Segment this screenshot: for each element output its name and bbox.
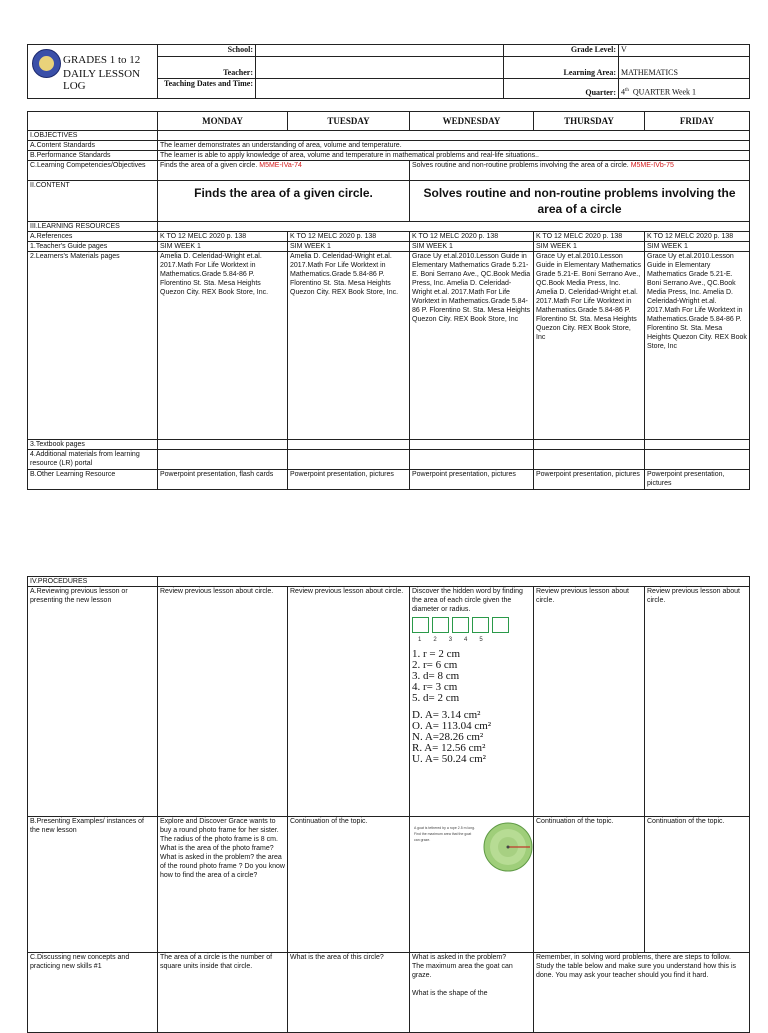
content-standards-text: The learner demonstrates an understanding of area, volume and temperature.: [158, 141, 750, 151]
reviewing-label: A.Reviewing previous lesson or presenting the new lesson: [28, 587, 158, 817]
area-value: MATHEMATICS: [619, 57, 750, 79]
objectives-table: [27, 111, 750, 490]
discuss-mon: The area of a circle is the number of square units inside that circle.: [158, 953, 288, 1033]
lm-fri: Grace Uy et.al.2010.Lesson Guide in Elementary Mathematics Grade 5.21-E. Boni Serrano Ave., QC.Book Media Press, Inc. Amelia D. Celeridad-Wright et.al. 2017.Math For Life Worktext in Mathematics.Grade 5.84-86 P. Florentino St. Sta. Mesa Heights Quezon City. REX Book Store, Inc: [645, 252, 750, 440]
grade-label: Grade Level:: [504, 45, 619, 57]
school-value: [256, 45, 504, 57]
other-tue: Powerpoint presentation, pictures: [288, 470, 410, 490]
present-fri: Continuation of the topic.: [645, 817, 750, 953]
objectives-heading: I.OBJECTIVES: [28, 131, 158, 141]
tg-tue: SIM WEEK 1: [288, 242, 410, 252]
discussing-label: C.Discussing new concepts and practicing new skills #1: [28, 953, 158, 1033]
content-left-title: Finds the area of a given circle.: [158, 181, 410, 222]
other-resource-label: B.Other Learning Resource: [28, 470, 158, 490]
teacher-label: Teacher:: [158, 57, 256, 79]
other-thu: Powerpoint presentation, pictures: [534, 470, 645, 490]
answer-box[interactable]: [452, 617, 469, 633]
discuss-thu-fri: Remember, in solving word problems, there are steps to follow. Study the table below and make sure you understand how this is done. You may ask your teacher should you find it hard.: [534, 953, 750, 1033]
competencies-label: C.Learning Competencies/Objectives: [28, 161, 158, 181]
review-fri: Review previous lesson about circle.: [645, 587, 750, 817]
review-thu: Review previous lesson about circle.: [534, 587, 645, 817]
learners-materials-label: 2.Learners's Materials pages: [28, 252, 158, 440]
content-right-title: Solves routine and non-routine problems involving the area of a circle: [410, 181, 750, 222]
goat-problem-text: A goat is tethered by a rope 2.5 m long. Find the maximum area that the goat can graze.: [414, 826, 476, 842]
quarter-value: 4th QUARTER Week 1: [619, 79, 750, 99]
lm-tue: Amelia D. Celeridad-Wright et.al. 2017.Math For Life Worktext in Mathematics.Grade 5.84-86 P. Florentino St. Sta. Mesa Heights Quezon City. REX Book Store, Inc.: [288, 252, 410, 440]
logo-cell: [28, 45, 158, 99]
lm-wed: Grace Uy et.al.2010.Lesson Guide in Elementary Mathematics Grade 5.21-E. Boni Serrano Ave., QC.Book Media Press, Inc. Amelia D. Celeridad-Wright et.al. 2017.Math For Life Worktext in Mathematics.Grade 5.84-86 P. Florentino St. Sta. Mesa Heights Quezon City. REX Book Store, Inc: [410, 252, 534, 440]
other-wed: Powerpoint presentation, pictures: [410, 470, 534, 490]
day-wednesday: WEDNESDAY: [410, 112, 534, 131]
content-standards-label: A.Content Standards: [28, 141, 158, 151]
day-monday: MONDAY: [158, 112, 288, 131]
additional-materials-label: 4.Additional materials from learning resource (LR) portal: [28, 450, 158, 470]
deped-seal-icon: [32, 49, 61, 78]
procedures-table: [27, 576, 750, 1033]
day-thursday: THURSDAY: [534, 112, 645, 131]
goat-problem-image: [412, 817, 531, 887]
day-friday: FRIDAY: [645, 112, 750, 131]
reference-thu: K TO 12 MELC 2020 p. 138: [534, 232, 645, 242]
answer-box[interactable]: [472, 617, 489, 633]
logo-title: GRADES 1 to 12: [63, 54, 141, 66]
tg-thu: SIM WEEK 1: [534, 242, 645, 252]
reference-fri: K TO 12 MELC 2020 p. 138: [645, 232, 750, 242]
resources-heading: III.LEARNING RESOURCES: [28, 222, 158, 232]
performance-standards-text: The learner is able to apply knowledge of area, volume and temperature in mathematical problems and real-life situations..: [158, 151, 750, 161]
header-table: [27, 44, 750, 99]
present-thu: Continuation of the topic.: [534, 817, 645, 953]
other-fri: Powerpoint presentation, pictures: [645, 470, 750, 490]
present-mon: Explore and Discover Grace wants to buy a round photo frame for her sister. The radius of the photo frame is 8 cm. What is the area of the photo frame? What is asked in the problem? the area of the round photo frame ? Do you know how to find the area of a circle?: [158, 817, 288, 953]
review-wed: [410, 587, 534, 817]
present-wed: [410, 817, 534, 953]
teacher-value: [256, 57, 504, 79]
discuss-wed: What is asked in the problem? The maximum area the goat can graze. What is the shape of the: [410, 953, 534, 1033]
competency-left: Finds the area of a given circle. M5ME-IVa-74: [158, 161, 410, 181]
references-label: A.References: [28, 232, 158, 242]
tg-wed: SIM WEEK 1: [410, 242, 534, 252]
logo-subtitle: DAILY LESSON LOG: [63, 68, 141, 92]
hidden-word-intro: Discover the hidden word by finding the area of each circle given the diameter or radius.: [412, 588, 523, 613]
circle-items: 1. r = 2 cm 2. r= 6 cm 3. d= 8 cm 4. r= 3 cm 5. d= 2 cm: [412, 648, 461, 704]
quarter-label: Quarter:: [504, 79, 619, 99]
box-numbers: 1 2 3 4 5: [418, 637, 483, 643]
reference-wed: K TO 12 MELC 2020 p. 138: [410, 232, 534, 242]
grade-value: V: [619, 45, 750, 57]
corner-cell: [28, 112, 158, 131]
discuss-tue: What is the area of this circle?: [288, 953, 410, 1033]
content-heading: II.CONTENT: [28, 181, 158, 222]
present-tue: Continuation of the topic.: [288, 817, 410, 953]
reference-mon: K TO 12 MELC 2020 p. 138: [158, 232, 288, 242]
answer-boxes: [412, 617, 531, 633]
review-mon: Review previous lesson about circle.: [158, 587, 288, 817]
tg-mon: SIM WEEK 1: [158, 242, 288, 252]
lm-thu: Grace Uy et.al.2010.Lesson Guide in Elementary Mathematics Grade 5.21-E. Boni Serrano Ave., QC.Book Media Press, Inc. Amelia D. Celeridad-Wright et.al. 2017.Math For Life Worktext in Mathematics.Grade 5.84-86 P. Florentino St. Sta. Mesa Heights Quezon City. REX Book Store, Inc: [534, 252, 645, 440]
day-tuesday: TUESDAY: [288, 112, 410, 131]
textbook-pages-label: 3.Textbook pages: [28, 440, 158, 450]
review-tue: Review previous lesson about circle.: [288, 587, 410, 817]
answer-choices: D. A= 3.14 cm² O. A= 113.04 cm² N. A=28.26 cm² R. A= 12.56 cm² U. A= 50.24 cm²: [412, 709, 492, 765]
answer-box[interactable]: [432, 617, 449, 633]
competency-right: Solves routine and non-routine problems involving the area of a circle. M5ME-IVb-75: [410, 161, 750, 181]
competency-code-right: M5ME-IVb-75: [630, 162, 674, 169]
dates-value: [256, 79, 504, 99]
lm-mon: Amelia D. Celeridad-Wright et.al. 2017.Math For Life Worktext in Mathematics.Grade 5.84-86 P. Florentino St. Sta. Mesa Heights Quezon City. REX Book Store, Inc.: [158, 252, 288, 440]
tg-fri: SIM WEEK 1: [645, 242, 750, 252]
grazing-circle-icon: [482, 817, 534, 877]
performance-standards-label: B.Performance Standards: [28, 151, 158, 161]
procedures-heading: IV.PROCEDURES: [28, 577, 158, 587]
answer-box[interactable]: [412, 617, 429, 633]
answer-box[interactable]: [492, 617, 509, 633]
school-label: School:: [158, 45, 256, 57]
dates-label: Teaching Dates and Time:: [158, 79, 256, 99]
other-mon: Powerpoint presentation, flash cards: [158, 470, 288, 490]
presenting-label: B.Presenting Examples/ instances of the new lesson: [28, 817, 158, 953]
area-label: Learning Area:: [504, 57, 619, 79]
reference-tue: K TO 12 MELC 2020 p. 138: [288, 232, 410, 242]
teachers-guide-label: 1.Teacher's Guide pages: [28, 242, 158, 252]
competency-code-left: M5ME-IVa-74: [259, 162, 302, 169]
